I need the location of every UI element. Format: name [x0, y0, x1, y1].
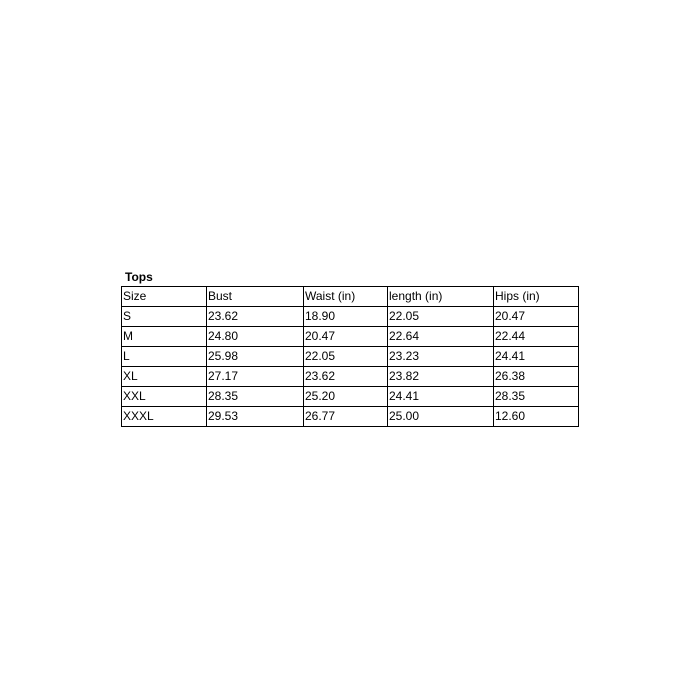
bust-cell: 29.53 [207, 407, 304, 427]
hips-cell: 20.47 [494, 307, 579, 327]
length-cell: 23.23 [388, 347, 494, 367]
waist-cell: 20.47 [304, 327, 388, 347]
size-cell: L [122, 347, 207, 367]
waist-cell: 18.90 [304, 307, 388, 327]
table-row [122, 387, 579, 407]
bust-cell: 23.62 [207, 307, 304, 327]
hips-cell: 28.35 [494, 387, 579, 407]
hips-cell: 26.38 [494, 367, 579, 387]
length-cell: 24.41 [388, 387, 494, 407]
length-cell: 25.00 [388, 407, 494, 427]
size-cell: M [122, 327, 207, 347]
length-cell: 23.82 [388, 367, 494, 387]
header-row [122, 287, 579, 307]
bust-cell: 24.80 [207, 327, 304, 347]
table-row [122, 407, 579, 427]
size-chart-table [121, 286, 579, 427]
size-cell: XXL [122, 387, 207, 407]
bust-cell: 27.17 [207, 367, 304, 387]
waist-cell: 22.05 [304, 347, 388, 367]
header-cell-bust: Bust [207, 287, 304, 307]
header-cell-length: length (in) [388, 287, 494, 307]
waist-cell: 23.62 [304, 367, 388, 387]
table-row [122, 367, 579, 387]
size-cell: S [122, 307, 207, 327]
table-row [122, 347, 579, 367]
size-cell: XL [122, 367, 207, 387]
length-cell: 22.64 [388, 327, 494, 347]
hips-cell: 22.44 [494, 327, 579, 347]
header-cell-waist: Waist (in) [304, 287, 388, 307]
waist-cell: 25.20 [304, 387, 388, 407]
table-row [122, 327, 579, 347]
size-cell: XXXL [122, 407, 207, 427]
header-cell-hips: Hips (in) [494, 287, 579, 307]
hips-cell: 24.41 [494, 347, 579, 367]
bust-cell: 25.98 [207, 347, 304, 367]
waist-cell: 26.77 [304, 407, 388, 427]
hips-cell: 12.60 [494, 407, 579, 427]
table-title: Tops [125, 270, 153, 284]
bust-cell: 28.35 [207, 387, 304, 407]
table-row [122, 307, 579, 327]
header-cell-size: Size [122, 287, 207, 307]
length-cell: 22.05 [388, 307, 494, 327]
